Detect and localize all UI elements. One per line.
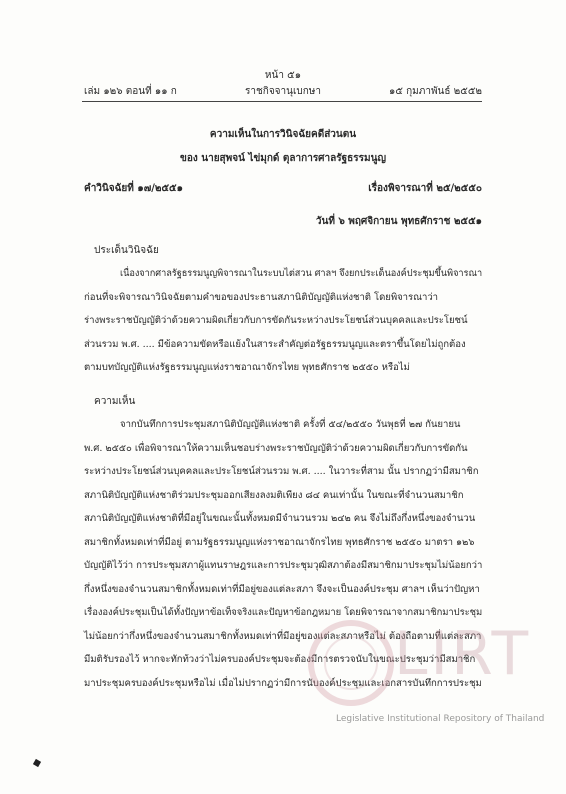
paragraph-line: สมาชิกทั้งหมดเท่าที่มีอยู่ ตามรัฐธรรมนูญแห่งราชอาณาจักรไทย พุทธศักราช ๒๕๕๐ มาตรา ๑๒๖ (84, 537, 475, 548)
document-subtitle: ของ นายสุพจน์ ไข่มุกด์ ตุลาการศาลรัฐธรรมนูญ (180, 153, 386, 164)
gazette-name: ราชกิจจานุเบกษา (244, 86, 322, 97)
section-heading-issue: ประเด็นวินิจฉัย (94, 245, 159, 256)
case-number: เรื่องพิจารณาที่ ๒๕/๒๕๕๐ (368, 183, 482, 194)
page-number: หน้า ๕๑ (264, 70, 302, 81)
volume-issue: เล่ม ๑๒๖ ตอนที่ ๑๑ ก (84, 86, 177, 97)
scan-mark (33, 759, 41, 767)
paragraph-line: ส่วนรวม พ.ศ. .... มีข้อความขัดหรือแย้งในสาระสำคัญต่อรัฐธรรมนูญและตราขึ้นโดยไม่ถูกต้อง (84, 339, 466, 350)
paragraph-line: ก่อนที่จะพิจารณาวินิจฉัยตามคำขอของประธานสภานิติบัญญัติแห่งชาติ โดยพิจารณาว่า (84, 292, 438, 303)
decision-date: วันที่ ๖ พฤศจิกายน พุทธศักราช ๒๕๕๑ (315, 216, 482, 227)
paragraph-line: จากบันทึกการประชุมสภานิติบัญญัติแห่งชาติ ครั้งที่ ๕๔/๒๕๕๐ วันพุธที่ ๒๗ กันยายน (120, 419, 461, 430)
paragraph-line: บัญญัติไว้ว่า การประชุมสภาผู้แทนราษฎรและการประชุมวุฒิสภาต้องมีสมาชิกมาประชุมไม่น้อยกว่า (84, 560, 483, 571)
ruling-number: คำวินิจฉัยที่ ๑๗/๒๕๕๑ (84, 183, 183, 194)
repository-watermark (308, 619, 545, 750)
gazette-date: ๑๕ กุมภาพันธ์ ๒๕๕๒ (389, 86, 482, 97)
watermark-logo-text: LIRT (394, 619, 532, 689)
header-rule (82, 101, 482, 102)
section-heading-opinion: ความเห็น (94, 396, 136, 407)
paragraph-line: มีมติรับรองไว้ หากจะทักท้วงว่าไม่ครบองค์ประชุมจะต้องมีการตรวจนับในขณะประชุมว่ามีสมาชิก (84, 654, 476, 665)
document-title: ความเห็นในการวินิจฉัยคดีส่วนตน (209, 129, 357, 140)
paragraph-line: กึ่งหนึ่งของจำนวนสมาชิกทั้งหมดเท่าที่มีอยู่ของแต่ละสภา จึงจะเป็นองค์ประชุม ศาลฯ เห็นว่าปัญหา (84, 584, 480, 595)
paragraph-line: สภานิติบัญญัติแห่งชาติที่มีอยู่ในขณะนั้นทั้งหมดมีจำนวนรวม ๒๔๒ คน จึงไม่ถึงกึ่งหนึ่งของจำนวน (84, 513, 476, 524)
paragraph-line: พ.ศ. ๒๕๕๐ เพื่อพิจารณาให้ความเห็นชอบร่างพระราชบัญญัติว่าด้วยความผิดเกี่ยวกับการขัดกัน (84, 443, 468, 454)
paragraph-line: เนื่องจากศาลรัฐธรรมนูญพิจารณาในระบบไต่สวน ศาลฯ จึงยกประเด็นองค์ประชุมขึ้นพิจารณา (120, 268, 483, 279)
paragraph-line: ไม่น้อยกว่ากึ่งหนึ่งของจำนวนสมาชิกทั้งหมดเท่าที่มีอยู่ของแต่ละสภาหรือไม่ ต้องถือตามที่แต่ละสภา (84, 631, 482, 642)
paragraph-line: ระหว่างประโยชน์ส่วนบุคคลและประโยชน์ส่วนรวม พ.ศ. .... ในวาระที่สาม นั้น ปรากฏว่ามีสมาชิก (84, 466, 479, 477)
seal-logo-inner (324, 636, 378, 690)
paragraph-line: มาประชุมครบองค์ประชุมหรือไม่ เมื่อไม่ปรากฏว่ามีการนับองค์ประชุมและเอกสารบันทึกการประชุม (84, 678, 482, 689)
watermark-caption: Legislative Institutional Repository of Thailand (336, 714, 545, 724)
paragraph-line: เรื่ององค์ประชุมเป็นได้ทั้งปัญหาข้อเท็จจริงและปัญหาข้อกฎหมาย โดยพิจารณาจากสมาชิกมาประชุม (84, 607, 483, 618)
paragraph-line: ร่างพระราชบัญญัติว่าด้วยความผิดเกี่ยวกับการขัดกันระหว่างประโยชน์ส่วนบุคคลและประโยชน์ (84, 315, 468, 326)
paragraph-line: สภานิติบัญญัติแห่งชาติร่วมประชุมออกเสียงลงมติเพียง ๘๔ คนเท่านั้น ในขณะที่จำนวนสมาชิก (84, 490, 464, 501)
paragraph-line: ตามบทบัญญัติแห่งรัฐธรรมนูญแห่งราชอาณาจักรไทย พุทธศักราช ๒๕๕๐ หรือไม่ (84, 362, 410, 373)
